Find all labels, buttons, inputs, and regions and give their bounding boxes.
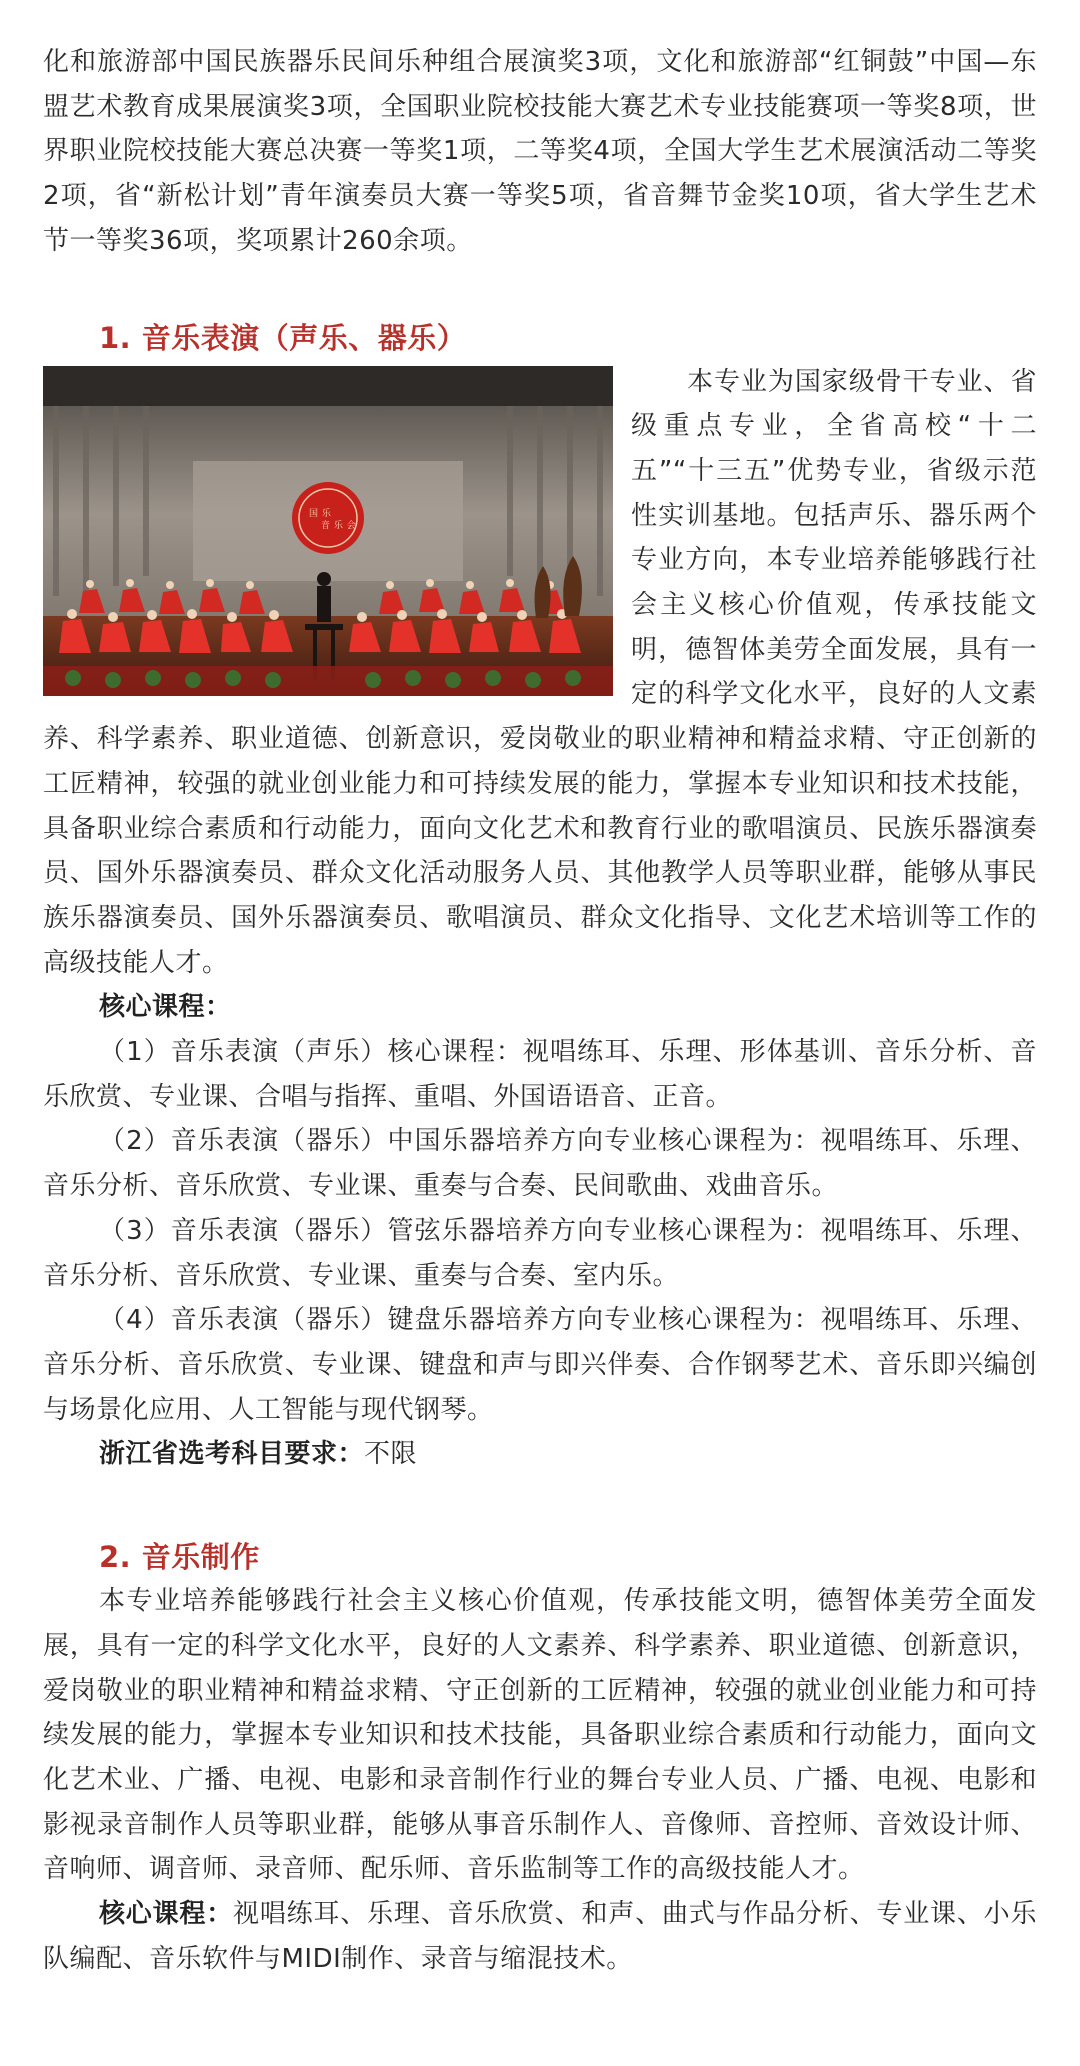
section-2-description: 本专业培养能够践行社会主义核心价值观，传承技能文明，德智体美劳全面发展，具有一定的科学文化水平，良好的人文素养、科学素养、职业道德、创新意识，爱岗敬业的职业精神和精益求精、守正创新的工匠精神，较强的就业创业能力和可持续发展的能力，掌握本专业知识和技术技能，具备职业综合素质和行动能力，面向文化艺术业、广播、电视、电影和录音制作行业的舞台专业人员、广播、电视、电影和影视录音制作人员等职业群，能够从事音乐制作人、音像师、音控师、音效设计师、音响师、调音师、录音师、配乐师、音乐监制等工作的高级技能人才。 [43, 1586, 1037, 1885]
section-1-core-label: 核心课程： [99, 992, 232, 1023]
course-item-1: （1）音乐表演（声乐）核心课程：视唱练耳、乐理、形体基训、音乐分析、音乐欣赏、专业课、合唱与指挥、重唱、外国语语音、正音。 [43, 1037, 1037, 1112]
course-item-2: （2）音乐表演（器乐）中国乐器培养方向专业核心课程为：视唱练耳、乐理、音乐分析、音乐欣赏、专业课、重奏与合奏、民间歌曲、戏曲音乐。 [43, 1126, 1037, 1202]
exam-requirement-label: 浙江省选考科目要求： [99, 1439, 365, 1470]
section-1-description-text: 本专业为国家级骨干专业、省级重点专业，全省高校“十二五”“十三五”优势专业，省级示范性实训基地。包括声乐、器乐两个专业方向，本专业培养能够践行社会主义核心价值观，传承技能文明，德智体美劳全面发展，具有一定的科学文化水平，良好的人文素养、科学素养、职业道德、创新意识，爱岗敬业的职业精神和精益求精、守正创新的工匠精神，较强的就业创业能力和可持续发展的能力，掌握本专业知识和技术技能，具备职业综合素质和行动能力，面向文化艺术和教育行业的歌唱演员、民族乐器演奏员、国外乐器演奏员、群众文化活动服务人员、其他教学人员等职业群，能够从事民族乐器演奏员、国外乐器演奏员、歌唱演员、群众文化指导、文化艺术培训等工作的高级技能人才。 [43, 366, 1037, 978]
section-1-description-block [43, 360, 1037, 986]
section-2-core-label: 核心课程： [99, 1899, 234, 1930]
exam-requirement-value: 不限 [364, 1439, 418, 1470]
orchestra-photo [43, 366, 613, 696]
section-2-core-courses [43, 1892, 1037, 1981]
section-1-description [43, 360, 1037, 986]
section-2-core-value: 视唱练耳、乐理、音乐欣赏、和声、曲式与作品分析、专业课、小乐队编配、音乐软件与MIDI制作、录音与缩混技术。 [43, 1899, 1037, 1974]
exam-requirement [43, 1432, 1037, 1477]
intro-paragraph: 化和旅游部中国民族器乐民间乐种组合展演奖3项，文化和旅游部“红铜鼓”中国—东盟艺术教育成果展演奖3项，全国职业院校技能大赛艺术专业技能赛项一等奖8项，世界职业院校技能大赛总决赛一等奖1项，二等奖4项，全国大学生艺术展演活动二等奖2项，省“新松计划”青年演奏员大赛一等奖5项，省音舞节金奖10项，省大学生艺术节一等奖36项，奖项累计260余项。 [43, 47, 1037, 256]
course-item-3: （3）音乐表演（器乐）管弦乐器培养方向专业核心课程为：视唱练耳、乐理、音乐分析、音乐欣赏、专业课、重奏与合奏、室内乐。 [43, 1215, 1037, 1291]
article-body [43, 40, 1037, 1981]
section-2-heading: 2. 音乐制作 [99, 1540, 260, 1575]
section-1-heading: 1. 音乐表演（声乐、器乐） [99, 320, 467, 355]
svg-text:国 乐: 国 乐 [309, 508, 332, 519]
svg-text:音 乐 会: 音 乐 会 [321, 520, 357, 531]
course-item-4: （4）音乐表演（器乐）键盘乐器培养方向专业核心课程为：视唱练耳、乐理、音乐分析、音乐欣赏、专业课、键盘和声与即兴伴奏、合作钢琴艺术、音乐即兴编创与场景化应用、人工智能与现代钢琴。 [43, 1305, 1037, 1425]
